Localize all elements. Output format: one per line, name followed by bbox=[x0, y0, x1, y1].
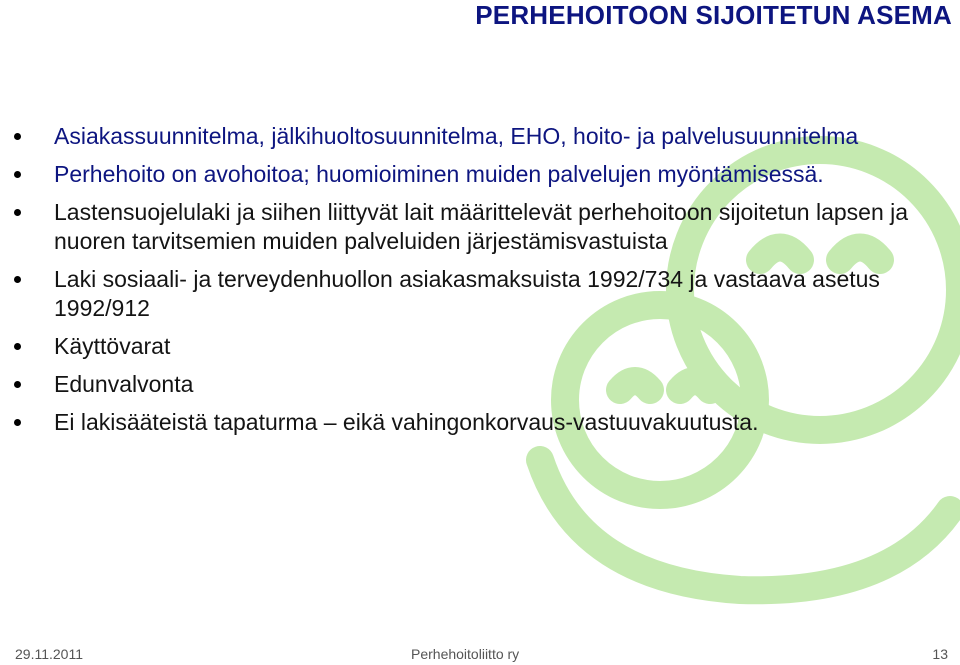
footer-organization: Perhehoitoliitto ry bbox=[411, 646, 520, 662]
bullet-text: Ei lakisääteistä tapaturma – eikä vahingonkorvaus-vastuuvakuutusta. bbox=[54, 409, 759, 435]
bullet-text: Edunvalvonta bbox=[54, 371, 194, 397]
bullet-text: Perhehoito on avohoitoa; huomioiminen muiden palvelujen myöntämisessä. bbox=[54, 161, 824, 187]
bullet-item bbox=[0, 332, 930, 361]
footer-page-number: 13 bbox=[932, 646, 948, 662]
bullet-dot-icon bbox=[14, 381, 21, 388]
bullet-text: Asiakassuunnitelma, jälkihuoltosuunnitelma, EHO, hoito- ja palvelusuunnitelma bbox=[54, 123, 859, 149]
bullet-list bbox=[0, 122, 930, 446]
bullet-dot-icon bbox=[14, 276, 21, 283]
bullet-item bbox=[0, 408, 930, 437]
bullet-text: Laki sosiaali- ja terveydenhuollon asiakasmaksuista 1992/734 ja vastaava asetus 1992/912 bbox=[54, 266, 880, 321]
bullet-item bbox=[0, 160, 930, 189]
bullet-text: Lastensuojelulaki ja siihen liittyvät lait määrittelevät perhehoitoon sijoitetun lapsen ja nuoren tarvitsemien muiden palveluiden järjestämisvastuista bbox=[54, 199, 909, 254]
bullet-item bbox=[0, 198, 930, 256]
bullet-item bbox=[0, 265, 930, 323]
bullet-item bbox=[0, 122, 930, 151]
bullet-dot-icon bbox=[14, 343, 21, 350]
bullet-item bbox=[0, 370, 930, 399]
slide-footer bbox=[0, 643, 960, 665]
footer-date: 29.11.2011 bbox=[15, 646, 83, 662]
bullet-dot-icon bbox=[14, 419, 21, 426]
bullet-text: Käyttövarat bbox=[54, 333, 171, 359]
bullet-dot-icon bbox=[14, 209, 21, 216]
bullet-dot-icon bbox=[14, 133, 21, 140]
bullet-dot-icon bbox=[14, 171, 21, 178]
slide-title: PERHEHOITOON SIJOITETUN ASEMA bbox=[475, 0, 952, 30]
